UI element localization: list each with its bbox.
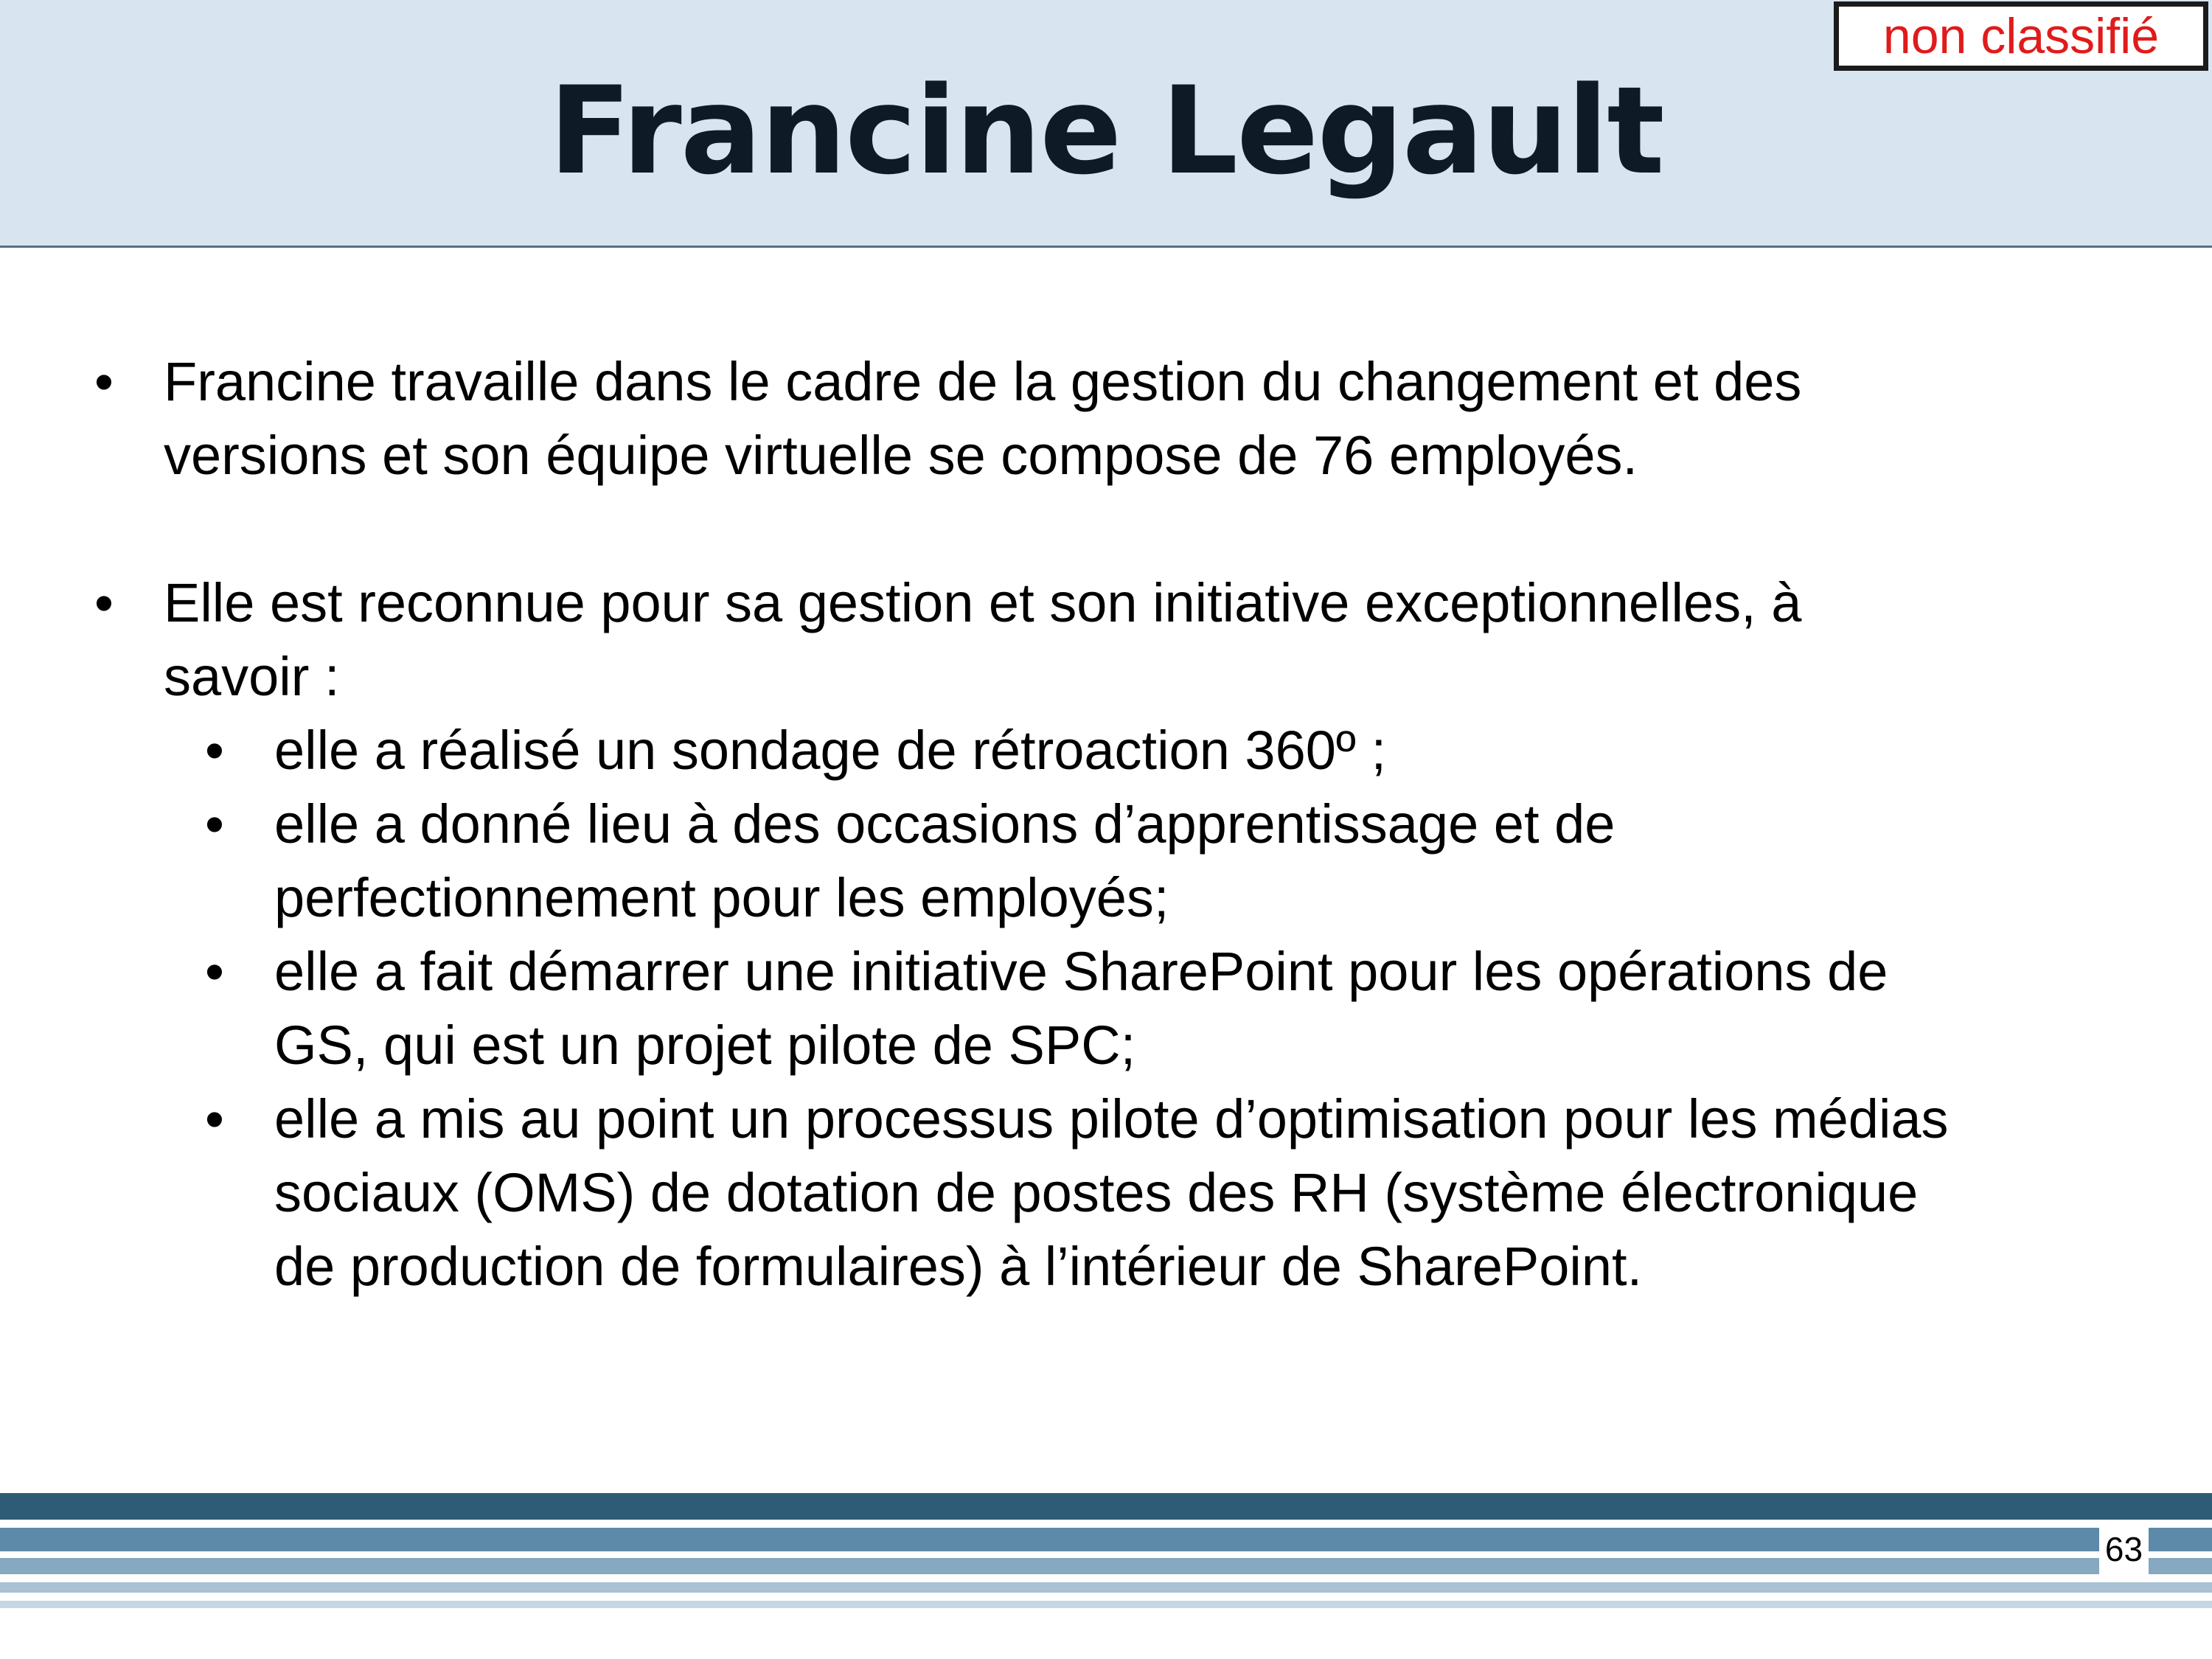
bullet-1-line-1: Francine travaille dans le cadre de la gestion du changement et des	[164, 351, 1802, 412]
footer-stripe-faint	[0, 1601, 2212, 1608]
bullet-1-line-2: versions et son équipe virtuelle se compose de 76 employés.	[164, 425, 1638, 486]
sub-bullet-4-text	[274, 1082, 1949, 1304]
bullet-2-text	[164, 566, 1801, 714]
bullet-1-text	[164, 345, 1801, 493]
sub-bullet-3-line-1: elle a fait démarrer une initiative SharePoint pour les opérations de	[274, 941, 1888, 1002]
sub-bullet-1-text	[274, 714, 1386, 787]
bullet-2-line-2: savoir :	[164, 646, 340, 707]
footer-stripe-light	[0, 1558, 2212, 1574]
sub-bullet-1-line-1: elle a réalisé un sondage de rétroaction 360º ;	[274, 720, 1387, 781]
sub-bullet-4-line-1: elle a mis au point un processus pilote d’optimisation pour les médias	[274, 1088, 1949, 1150]
bullet-2-line-1: Elle est reconnue pour sa gestion et son initiative exceptionnelles, à	[164, 572, 1802, 633]
sub-bullet-4-marker: •	[205, 1088, 224, 1150]
sub-bullet-1-marker: •	[205, 720, 224, 781]
sub-bullet-4-line-2: sociaux (OMS) de dotation de postes des RH (système électronique	[274, 1162, 1919, 1223]
sub-bullet-2-line-1: elle a donné lieu à des occasions d’apprentissage et de	[274, 793, 1615, 855]
bullet-2-marker: •	[94, 572, 114, 633]
sub-bullet-3-marker: •	[205, 941, 224, 1002]
slide-title: Francine Legault	[549, 60, 1663, 201]
sub-bullet-2-line-2: perfectionnement pour les employés;	[274, 867, 1169, 928]
footer-stripe-pale	[0, 1582, 2212, 1593]
sub-bullet-2-text	[274, 787, 1615, 935]
footer-stripe-dark	[0, 1493, 2212, 1520]
page-number: 63	[2099, 1523, 2149, 1575]
sub-bullet-4-line-3: de production de formulaires) à l’intérieur de SharePoint.	[274, 1236, 1643, 1297]
sub-bullet-2-marker: •	[205, 793, 224, 855]
sub-bullet-3-line-2: GS, qui est un projet pilote de SPC;	[274, 1015, 1136, 1076]
sub-bullet-3-text	[274, 935, 1888, 1082]
footer-stripe-mid	[0, 1528, 2212, 1551]
classification-label: non classifié	[1834, 1, 2208, 71]
bullet-1-marker: •	[94, 351, 114, 412]
